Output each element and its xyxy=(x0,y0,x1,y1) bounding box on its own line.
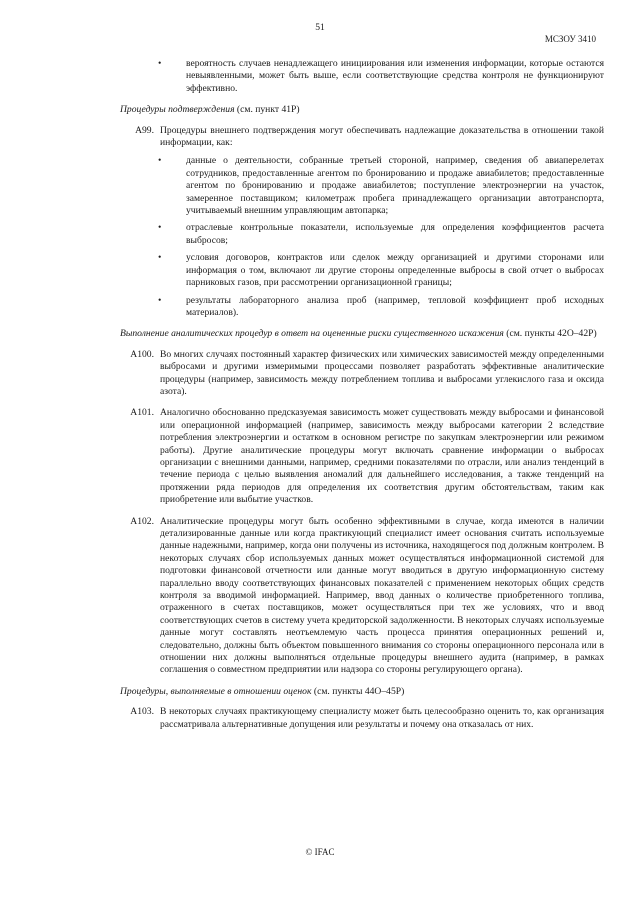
paragraph-number: A99. xyxy=(135,124,154,136)
footer-copyright: © IFAC xyxy=(305,847,335,857)
section-heading-ref: (см. пункты 42О–42Р) xyxy=(503,328,597,340)
paragraph xyxy=(120,706,604,731)
section-heading-italic: Выполнение аналитических процедур в ответ на оцененные риски существенного искажения xyxy=(120,328,504,340)
bullet-marker: • xyxy=(158,58,162,69)
paragraph-number: A103. xyxy=(130,706,154,718)
list-item xyxy=(120,155,604,217)
bullet-text: условия договоров, контрактов или сделок между организацией и другими сторонами или информация о том, включают ли другие стороны определенные выбросы в свой отчет о выбросах парниковых газов, при рассмотрении организационной границы; xyxy=(186,252,604,289)
page-number: 51 xyxy=(315,22,325,33)
bullet-text: отраслевые контрольные показатели, используемые для определения коэффициентов расчета выбросов; xyxy=(186,222,604,246)
section-heading xyxy=(120,104,604,116)
list-item xyxy=(120,295,604,320)
paragraph xyxy=(120,407,604,506)
list-item xyxy=(120,222,604,247)
bullet-list xyxy=(120,155,604,319)
paragraph-text: Аналитические процедуры могут быть особенно эффективными в случае, когда имеются в наличии детализированные данные или когда практикующий специалист имеет основания считать используемые данные надежными, например, когда они получены из источника, находящегося под должным контролем. В некоторых случаях сбор используемых данных может осуществляться информационной системой для подготовки финансовой отчетности или данные могут вводиться в другую информационную систему параллельно вводу соответствующих финансовых показателей с применением некоторых общих средств контроля за вводимой информацией. Например, ввод данных о количестве приобретенного топлива, отраженного в счетах поставщиков, может осуществляться при тех же условиях, что и ввод соответствующих счетов в систему учета кредиторской задолженности. В некоторых случаях используемые данные могут составлять неотъемлемую часть процесса принятия операционных решений и, следовательно, должны быть объектом повышенного внимания со стороны операционного персонала или в отношении них должны выполняться отдельные процедуры внешнего аудита (например, в рамках соглашения о совместном предприятии или надзора со стороны регулирующего органа). xyxy=(160,515,604,676)
bullet-marker: • xyxy=(158,294,162,306)
bullet-marker: • xyxy=(158,252,162,264)
list-item xyxy=(120,58,604,95)
paragraph-number: A100. xyxy=(130,348,154,360)
paragraph-text: Процедуры внешнего подтверждения могут обеспечивать надлежащие доказательства в отношении такой информации, как: xyxy=(160,124,604,149)
page-content xyxy=(120,58,604,740)
paragraph xyxy=(120,349,604,399)
section-heading-ref: (см. пункт 41Р) xyxy=(234,104,300,116)
bullet-marker: • xyxy=(158,222,162,234)
list-item xyxy=(120,252,604,289)
section-heading xyxy=(120,328,604,340)
bullet-text: вероятность случаев ненадлежащего инициирования или изменения информации, которые остаются невыявленными, может быть выше, если соответствующие средства контроля не функционируют эффективно. xyxy=(186,58,604,94)
paragraph-text: В некоторых случаях практикующему специалисту может быть целесообразно оценить то, как организация рассматривала альтернативные допущения или результаты и почему она отказалась от них. xyxy=(160,706,604,730)
paragraph-text: Аналогично обоснованно предсказуемая зависимость может существовать между выбросами и финансовой или операционной информацией (например, зависимость между выбросами категории 2 вследствие потребления электроэнергии и остатком в основном регистре по закупкам электроэнергии или режимом работы). Другие аналитические процедуры могут включать сравнение информации о выбросах организации с внешними данными, например, средними показателями по отрасли, или анализ тенденций в течение периода с целью выявления аномалий для дальнейшего исследования, а также тенденций на протяжении ряда периодов для определения их соответствия другим обстоятельствам, таким как приобретение или выбытие участков. xyxy=(160,407,604,506)
bullet-marker: • xyxy=(158,155,162,167)
section-heading-italic: Процедуры подтверждения xyxy=(120,104,235,116)
bullet-text: данные о деятельности, собранные третьей стороной, например, сведения об авиаперелетах сотрудников, предоставленные агентом по бронированию и продаже авиабилетов; предоставленные агентом по бронированию и продаже авиабилетов; поступление электроэнергии на участок, замеренное поставщиком; километраж пробега принадлежащего организации автотранспорта, учитываемый внешним управляющим автопарка; xyxy=(186,155,604,217)
paragraph xyxy=(120,516,604,677)
paragraph xyxy=(120,125,604,320)
paragraph-text: Во многих случаях постоянный характер физических или химических зависимостей между определенными выбросами и другими измеримыми процессами позволяет разработать эффективные аналитические процедуры (например, зависимость между потреблением топлива и выбросами углекислого газа и оксида азота). xyxy=(160,348,604,397)
paragraph-number: A101. xyxy=(130,407,154,419)
paragraph-number: A102. xyxy=(130,515,154,527)
section-heading xyxy=(120,686,604,698)
section-heading-italic: Процедуры, выполняемые в отношении оценок xyxy=(120,685,312,697)
section-heading-ref: (см. пункты 44О–45Р) xyxy=(311,685,405,697)
document-code: МСЗОУ 3410 xyxy=(544,34,596,44)
bullet-text: результаты лабораторного анализа проб (например, тепловой коэффициент проб исходных материалов). xyxy=(186,294,604,318)
